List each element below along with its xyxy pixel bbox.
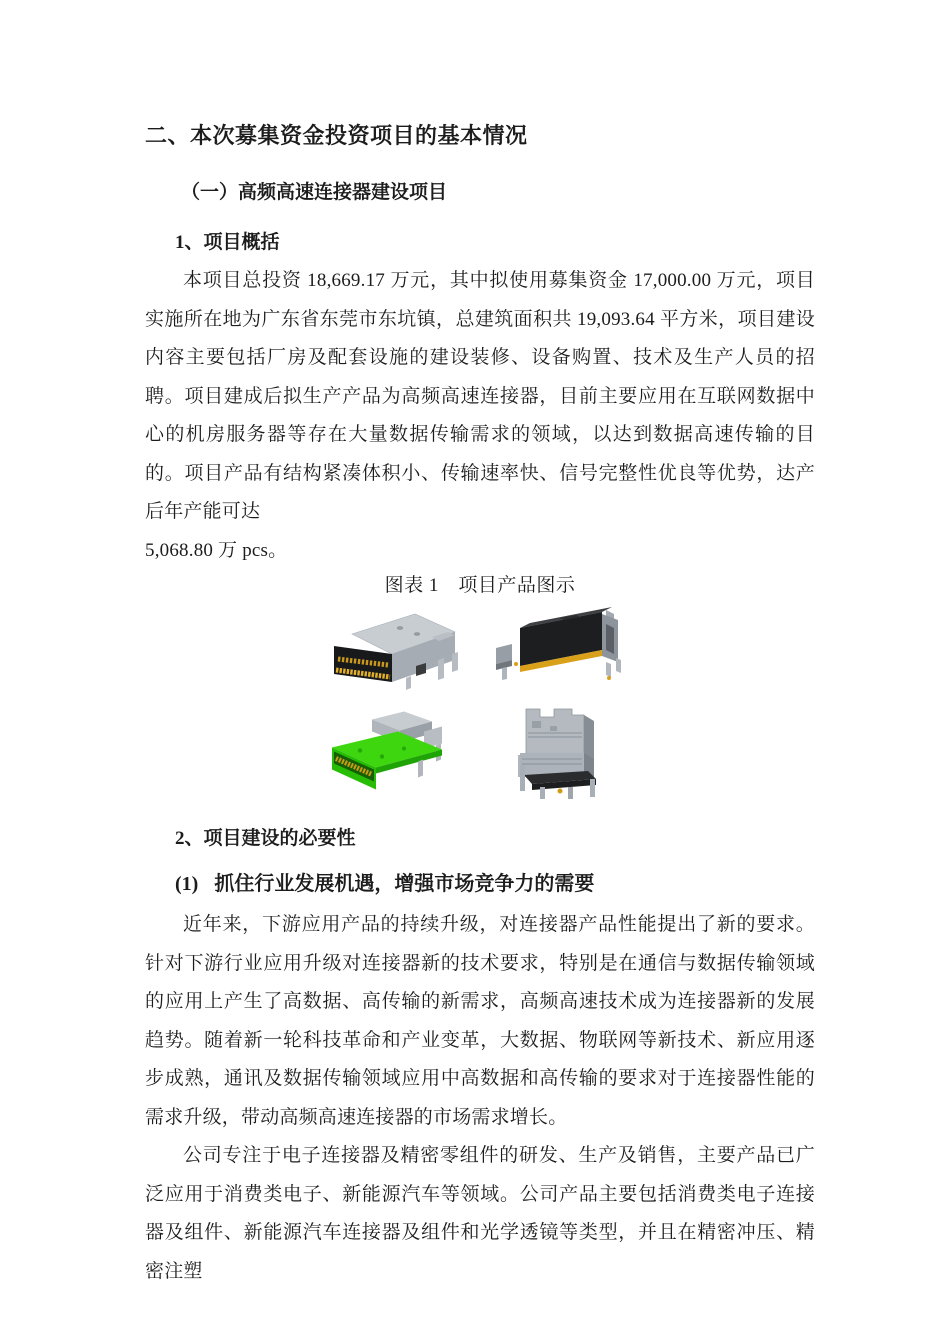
vertical-housing-connector-image [490, 699, 640, 804]
figure-caption: 图表 1 项目产品图示 [384, 575, 576, 596]
point-title: 抓住行业发展机遇，增强市场竞争力的需要 [214, 873, 595, 895]
paragraph-annual-capacity: 5,068.80 万 pcs。 [145, 539, 288, 561]
paragraph-project-overview: 本项目总投资 18,669.17 万元，其中拟使用募集资金 17,000.00 万元，项目实施所在地为广东省东莞市东坑镇，总建筑面积共 19,093.64 平方米，项目建设内容主要包括厂房及配套设施的建设装修、设备购置、技术及生产人员的招聘。项目建成后拟生产产品为高频高速连接器，目前主要应用在互联网数据中心的机房服务器等存在大量数据传输需求的领域，以达到数据高速传输的目的。项目产品有结构紧凑体积小、传输速率快、信号完整性优良等优势，达产后年产能可达 [145, 270, 815, 522]
heading-necessity-point1 [175, 870, 815, 898]
heading-project-necessity: 2、项目建设的必要性 [175, 828, 356, 849]
paragraph-company-focus: 公司专注于电子连接器及精密零组件的研发、生产及销售，主要产品已广泛应用于消费类电子、新能源汽车等领域。公司产品主要包括消费类电子连接器及组件、新能源汽车连接器及组件和光学透镜等类型，并且在精密冲压、精密注塑 [145, 1145, 815, 1282]
paragraph-industry-trend: 近年来，下游应用产品的持续升级，对连接器产品性能提出了新的要求。针对下游行业应用升级对连接器新的技术要求，特别是在通信与数据传输领域的应用上产生了高数据、高传输的新需求，高频高速技术成为连接器新的发展趋势。随着新一轮科技革命和产业变革，大数据、物联网等新技术、新应用逐步成熟，通讯及数据传输领域应用中高数据和高传输的要求对于连接器性能的需求升级，带动高频高速连接器的市场需求增长。 [145, 914, 815, 1128]
green-board-connector-image [320, 699, 470, 804]
heading-project-overview: 1、项目概括 [175, 232, 280, 253]
point-number: (1) [175, 873, 199, 895]
product-figure [320, 604, 640, 804]
black-edge-card-connector-image [490, 604, 640, 699]
right-angle-shielded-connector-image [320, 604, 470, 699]
subsection-title: （一）高频高速连接器建设项目 [181, 182, 448, 203]
section-title: 二、本次募集资金投资项目的基本情况 [145, 123, 528, 148]
